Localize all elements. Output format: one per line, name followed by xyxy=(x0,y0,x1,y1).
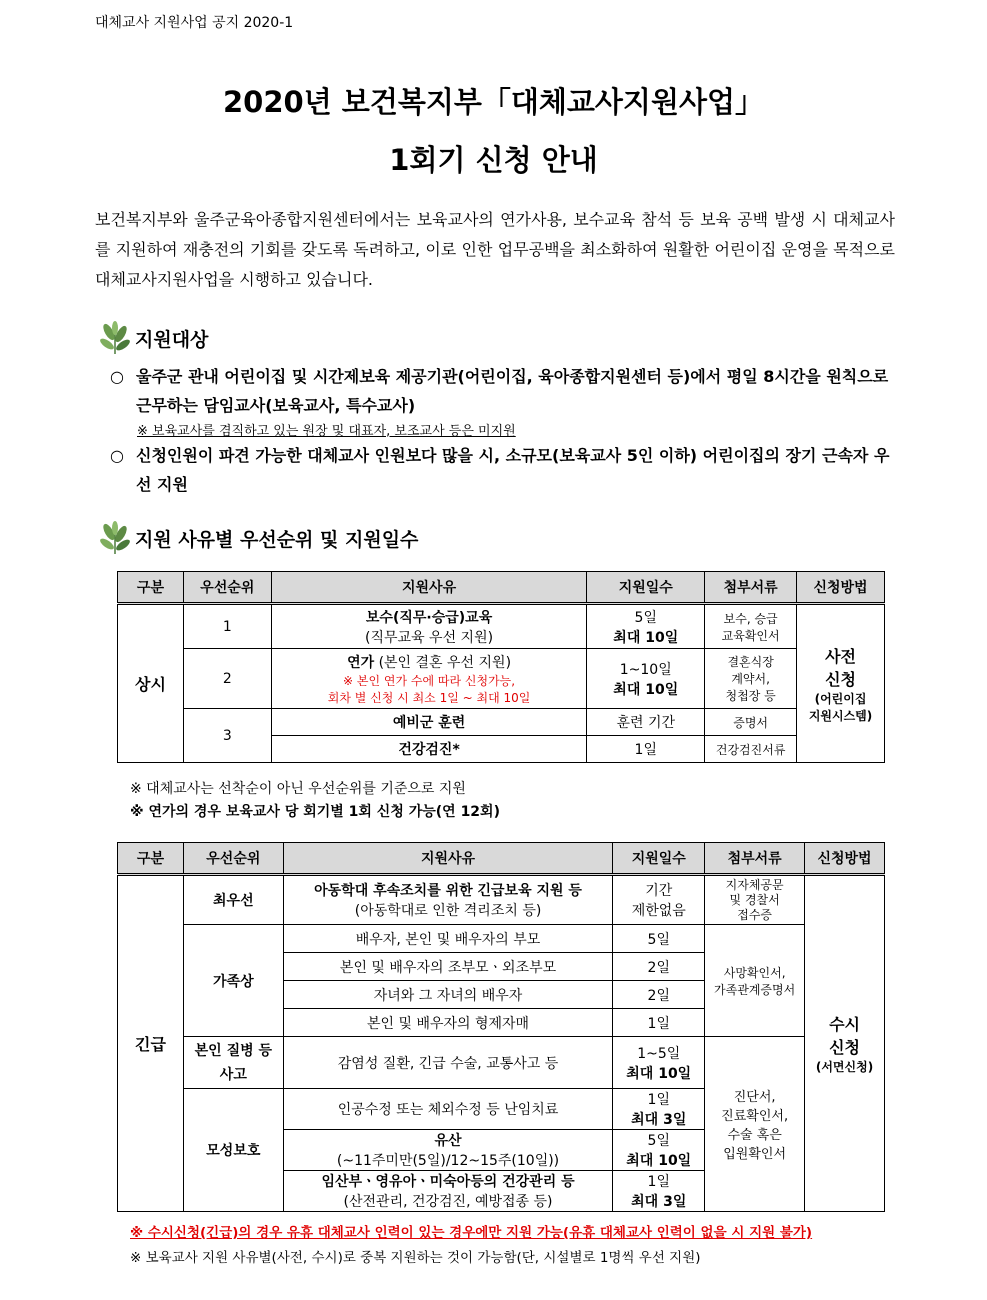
days-cell: 5일 최대 10일 xyxy=(587,604,705,649)
bullet-text: 신청인원이 파견 가능한 대체교사 인원보다 많을 시, 소규모(보육교사 5인 이하) 어린이집의 장기 근속자 우선 지원 xyxy=(136,446,890,494)
section-title: 지원 사유별 우선순위 및 지원일수 xyxy=(135,528,419,551)
section-support-target xyxy=(97,320,208,356)
urgent-support-table xyxy=(117,842,885,1212)
section-priority xyxy=(97,520,418,556)
reason-cell: 배우자, 본인 및 배우자의 부모 xyxy=(283,925,613,953)
docs-cell: 결혼식장 계약서, 청첩장 등 xyxy=(705,649,797,709)
table-row xyxy=(118,875,885,925)
priority-cell: 3 xyxy=(183,709,271,763)
reason-cell: 아동학대 후속조치를 위한 긴급보육 지원 등 (아동학대로 인한 격리조치 등) xyxy=(283,875,613,925)
table1-note: ※ 연가의 경우 보육교사 당 회기별 1회 신청 가능(연 12회) xyxy=(130,804,500,820)
days-cell: 5일 최대 10일 xyxy=(613,1130,705,1171)
reason-cell: 건강검진* xyxy=(271,736,587,763)
table1-note: ※ 대체교사는 선착순이 아닌 우선순위를 기준으로 지원 xyxy=(130,781,466,797)
header-category: 구분 xyxy=(118,572,184,604)
reason-cell: 보수(직무·승급)교육 (직무교육 우선 지원) xyxy=(271,604,587,649)
leaf-icon xyxy=(97,320,133,356)
table-row xyxy=(118,925,885,953)
docs-cell: 지자체공문 및 경찰서 접수증 xyxy=(705,875,805,925)
days-cell: 2일 xyxy=(613,953,705,981)
docs-cell: 보수, 승급 교육확인서 xyxy=(705,604,797,649)
reason-cell: 인공수정 또는 체외수정 등 난임치료 xyxy=(283,1089,613,1130)
regular-support-table xyxy=(117,571,885,763)
header-reason: 지원사유 xyxy=(283,843,613,875)
days-cell: 1일 최대 3일 xyxy=(613,1171,705,1212)
header-docs: 첨부서류 xyxy=(705,843,805,875)
table-row xyxy=(118,649,885,709)
days-cell: 1~5일 최대 10일 xyxy=(613,1037,705,1089)
header-priority: 우선순위 xyxy=(183,843,283,875)
header-method: 신청방법 xyxy=(797,572,885,604)
days-cell: 1일 xyxy=(587,736,705,763)
docs-cell: 진단서, 진료확인서, 수술 혹은 입원확인서 xyxy=(705,1037,805,1212)
table2-note: ※ 보육교사 지원 사유별(사전, 수시)로 중복 지원하는 것이 가능함(단, 시설별로 1명씩 우선 지원) xyxy=(130,1250,701,1266)
page-title-line2: 1회기 신청 안내 xyxy=(389,143,598,177)
leaf-icon xyxy=(97,520,133,556)
docs-cell: 건강검진서류 xyxy=(705,736,797,763)
bullet-circle: ○ xyxy=(110,446,124,465)
method-cell: 사전 신청 (어린이집 지원시스템) xyxy=(797,604,885,763)
page-title-line1: 2020년 보건복지부「대체교사지원사업」 xyxy=(222,85,764,119)
list-item xyxy=(110,362,900,420)
days-cell: 1~10일 최대 10일 xyxy=(587,649,705,709)
priority-cell: 2 xyxy=(183,649,271,709)
priority-cell: 가족상 xyxy=(183,925,283,1037)
table-row xyxy=(118,1037,885,1089)
reason-cell: 임산부ㆍ영유아ㆍ미숙아등의 건강관리 등 (산전관리, 건강검진, 예방접종 등) xyxy=(283,1171,613,1212)
reason-cell: 연가 (본인 결혼 우선 지원) ※ 본인 연가 수에 따라 신청가능, 회차 별 신청 시 최소 1일 ~ 최대 10일 xyxy=(271,649,587,709)
header-days: 지원일수 xyxy=(587,572,705,604)
priority-cell: 본인 질병 등 사고 xyxy=(183,1037,283,1089)
subnote: ※ 보육교사를 겸직하고 있는 원장 및 대표자, 보조교사 등은 미지원 xyxy=(137,424,516,439)
category-cell: 긴급 xyxy=(118,875,184,1212)
priority-cell: 1 xyxy=(183,604,271,649)
reason-cell: 자녀와 그 자녀의 배우자 xyxy=(283,981,613,1009)
table2-note-warning: ※ 수시신청(긴급)의 경우 유휴 대체교사 인력이 있는 경우에만 지원 가능(유휴 대체교사 인력이 없을 시 지원 불가) xyxy=(130,1225,813,1241)
header-days: 지원일수 xyxy=(613,843,705,875)
header-category: 구분 xyxy=(118,843,184,875)
days-cell: 훈련 기간 xyxy=(587,709,705,736)
bullet-circle: ○ xyxy=(110,367,124,386)
intro-paragraph: 보건복지부와 울주군육아종합지원센터에서는 보육교사의 연가사용, 보수교육 참석 등 보육 공백 발생 시 대체교사를 지원하여 재충전의 기회를 갖도록 독려하고, 이로 인한 업무공백을 최소화하여 원활한 어린이집 운영을 목적으로 대체교사지원사업을 시행하고 있습니다. xyxy=(95,210,895,289)
days-cell: 1일 최대 3일 xyxy=(613,1089,705,1130)
document-header-note: 대체교사 지원사업 공지 2020-1 xyxy=(95,15,294,31)
days-cell: 5일 xyxy=(613,925,705,953)
category-cell: 상시 xyxy=(118,604,184,763)
section-title: 지원대상 xyxy=(135,328,209,351)
header-priority: 우선순위 xyxy=(183,572,271,604)
docs-cell: 사망확인서, 가족관계증명서 xyxy=(705,925,805,1037)
days-cell: 1일 xyxy=(613,1009,705,1037)
table-row xyxy=(118,604,885,649)
days-cell: 기간 제한없음 xyxy=(613,875,705,925)
priority-cell: 최우선 xyxy=(183,875,283,925)
bullet-text: 울주군 관내 어린이집 및 시간제보육 제공기관(어린이집, 육아종합지원센터 등)에서 평일 8시간을 원칙으로 근무하는 담임교사(보육교사, 특수교사) xyxy=(136,367,889,415)
reason-cell: 유산 (~11주미만(5일)/12~15주(10일)) xyxy=(283,1130,613,1171)
reason-cell: 본인 및 배우자의 형제자매 xyxy=(283,1009,613,1037)
priority-cell: 모성보호 xyxy=(183,1089,283,1212)
reason-cell: 예비군 훈련 xyxy=(271,709,587,736)
header-reason: 지원사유 xyxy=(271,572,587,604)
reason-cell: 본인 및 배우자의 조부모ㆍ외조부모 xyxy=(283,953,613,981)
docs-cell: 증명서 xyxy=(705,709,797,736)
method-cell: 수시 신청 (서면신청) xyxy=(805,875,885,1212)
list-item xyxy=(110,441,900,499)
header-method: 신청방법 xyxy=(805,843,885,875)
reason-cell: 감염성 질환, 긴급 수술, 교통사고 등 xyxy=(283,1037,613,1089)
table-row xyxy=(118,709,885,736)
days-cell: 2일 xyxy=(613,981,705,1009)
header-docs: 첨부서류 xyxy=(705,572,797,604)
